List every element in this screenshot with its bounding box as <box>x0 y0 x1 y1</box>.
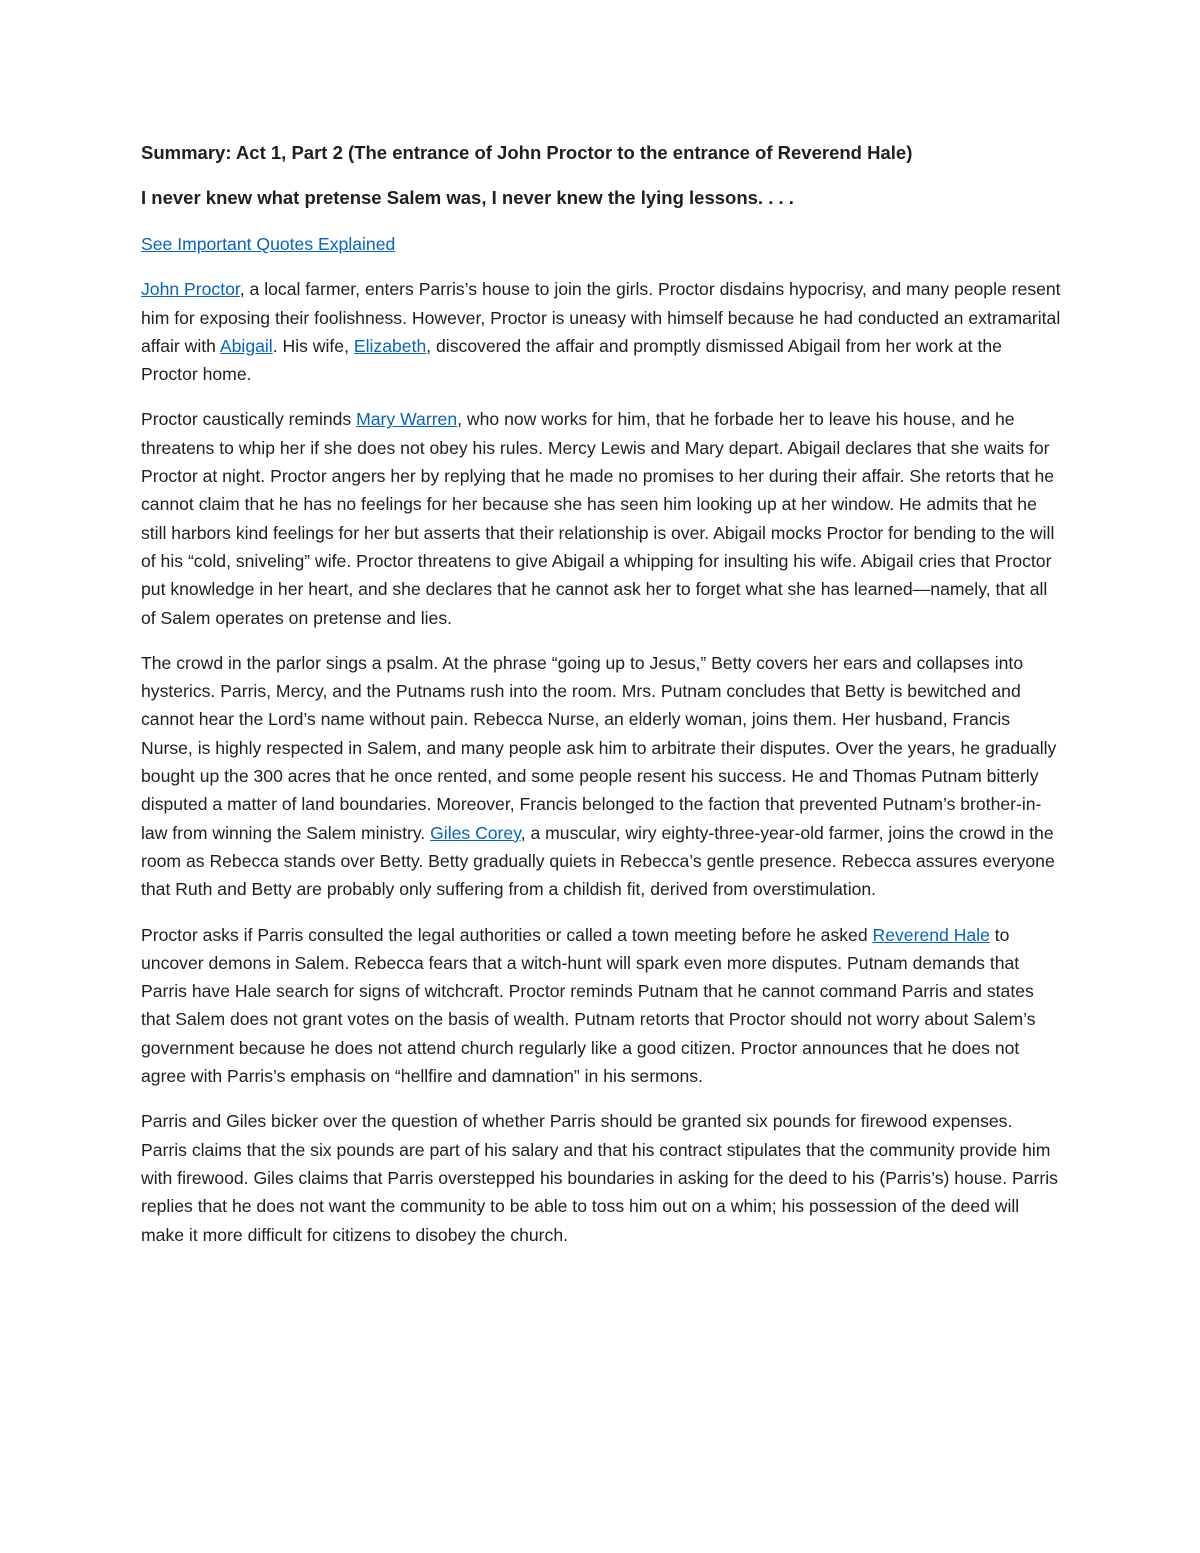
paragraph-5-text: Parris and Giles bicker over the question of whether Parris should be granted six pounds for firewood expenses. Parris claims that the six pounds are part of his salary and that his contract stipulates that the community provide him with firewood. Giles claims that Parris overstepped his boundaries in asking for the deed to his (Parris’s) house. Parris replies that he does not want the community to be able to toss him out on a whim; his possession of the deed will make it more difficult for citizens to disobey the church. <box>141 1111 1058 1245</box>
paragraph-1-text-a: , a local farmer, enters Parris’s house to join the girls. Proctor disdains hypocrisy, and many people resent him for exposing their foolishness. However, Proctor is uneasy with himself because he had conducted an extramarital affair with <box>141 279 1061 356</box>
paragraph-2-text-a: Proctor caustically reminds <box>141 409 357 430</box>
epigraph-quote: I never knew what pretense Salem was, I never knew the lying lessons. . . . <box>141 187 794 208</box>
john-proctor-link[interactable]: John Proctor <box>141 279 240 300</box>
page-title: Summary: Act 1, Part 2 (The entrance of John Proctor to the entrance of Reverend Hale) <box>141 142 913 163</box>
paragraph-4-text-a: Proctor asks if Parris consulted the legal authorities or called a town meeting before he asked <box>141 924 873 945</box>
quotes-link-block <box>141 230 1061 258</box>
paragraph-5 <box>141 1107 1061 1248</box>
paragraph-4-text-b: to uncover demons in Salem. Rebecca fears that a witch-hunt will spark even more disputes. Putnam demands that Parris have Hale search for signs of witchcraft. Proctor reminds Putnam that he cannot command Parris and states that Salem does not grant votes on the basis of wealth. Putnam retorts that Proctor should not worry about Salem’s government because he does not attend church regularly like a good citizen. Proctor announces that he does not agree with Parris’s emphasis on “hellfire and damnation” in his sermons. <box>141 924 1036 1087</box>
paragraph-3-text-b: , a muscular, wiry eighty-three-year-old farmer, joins the crowd in the room as Rebecca stands over Betty. Betty gradually quiets in Rebecca’s gentle presence. Rebecca assures everyone that Ruth and Betty are probably only suffering from a childish fit, derived from overstimulation. <box>141 822 1055 900</box>
mary-warren-link[interactable]: Mary Warren <box>356 409 458 430</box>
important-quotes-link[interactable]: See Important Quotes Explained <box>141 234 396 254</box>
paragraph-1-text-c: , discovered the affair and promptly dismissed Abigail from her work at the Proctor home. <box>141 335 1002 385</box>
abigail-link[interactable]: Abigail <box>219 335 273 356</box>
giles-corey-link[interactable]: Giles Corey <box>430 822 521 843</box>
paragraph-2 <box>141 405 1061 631</box>
elizabeth-link[interactable]: Elizabeth <box>353 335 427 356</box>
paragraph-2-text-b: , who now works for him, that he forbade her to leave his house, and he threatens to whip her if she does not obey his rules. Mercy Lewis and Mary depart. Abigail declares that she waits for Proctor at night. Proctor angers her by replying that he made no promises to her during their affair. She retorts that he cannot claim that he has no feelings for her because she has seen him looking up at her window. He admits that he still harbors kind feelings for her but asserts that their relationship is over. Abigail mocks Proctor for bending to the will of his “cold, sniveling” wife. Proctor threatens to give Abigail a whipping for insulting his wife. Abigail cries that Proctor put knowledge in her heart, and she declares that he cannot ask her to forget what she has learned—namely, that all of Salem operates on pretense and lies. <box>141 409 1055 628</box>
paragraph-3-text-a: The crowd in the parlor sings a psalm. At the phrase “going up to Jesus,” Betty covers her ears and collapses into hysterics. Parris, Mercy, and the Putnams rush into the room. Mrs. Putnam concludes that Betty is bewitched and cannot hear the Lord’s name without pain. Rebecca Nurse, an elderly woman, joins them. Her husband, Francis Nurse, is highly respected in Salem, and many people ask him to arbitrate their disputes. Over the years, he gradually bought up the 300 acres that he once rented, and some people resent his success. He and Thomas Putnam bitterly disputed a matter of land boundaries. Moreover, Francis belonged to the faction that prevented Putnam’s brother-in-law from winning the Salem ministry. <box>141 652 1057 843</box>
paragraph-1 <box>141 275 1061 388</box>
document-page <box>141 139 1061 1266</box>
paragraph-4 <box>141 921 1061 1091</box>
paragraph-1-text-b: . His wife, <box>272 335 354 356</box>
paragraph-3 <box>141 649 1061 904</box>
reverend-hale-link[interactable]: Reverend Hale <box>872 924 990 945</box>
